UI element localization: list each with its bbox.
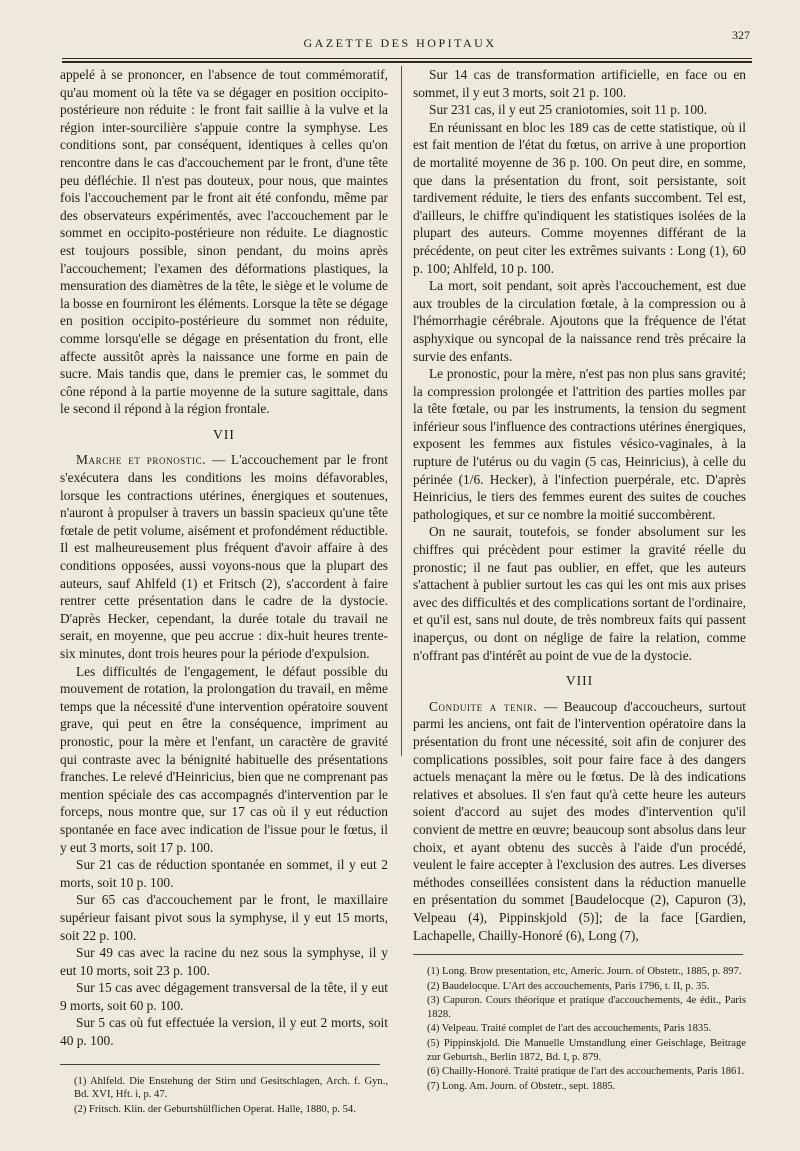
right-column bbox=[413, 66, 746, 1094]
right-footnotes bbox=[413, 965, 746, 1093]
footnote-rule-right bbox=[413, 954, 743, 955]
section-lead-marche: Marche et pronostic. bbox=[76, 452, 207, 468]
right-paragraph-7 bbox=[413, 698, 746, 944]
footnote: (2) Fritsch. Klin. der Geburtshülflichen Operat. Halle, 1880, p. 54. bbox=[74, 1103, 356, 1115]
left-column bbox=[60, 66, 388, 1117]
section-heading-vii: VII bbox=[213, 426, 235, 442]
section-lead-conduite: Conduite a tenir. bbox=[429, 698, 538, 714]
footnote: (5) Pippinskjold. Die Manuelle Umstandlung einer Geischlage, Beitrage zur Geburtsh., Berlin 1872, Bd. I, p. 879. bbox=[427, 1038, 746, 1063]
footnote: (2) Baudelocque. L'Art des accouchements, Paris 1796, t. II, p. 35. bbox=[427, 980, 710, 992]
left-paragraph-1: appelé à se prononcer, en l'absence de tout commémoratif, qu'au moment où la tête va se dégager en position occipito-postérieure non réduite : le front fait saillie à la vulve et la région inter-sourcilière s'appuie contre la symphyse. Les conditions sont, par conséquent, identiques à celles qu'on rencontre dans le cas d'accouchement par le front, d'une tête peu défléchie. Il n'est pas douteux, pour nous, que maintes fois l'accouchement par le front ait été confondu, même par des observateurs expérimentés, avec l'accouchement par le sommet en occipito-postérieure non réduite. Le diagnostic est toujours possible, sinon pendant, du moins après l'accouchement; l'examen des déformations plastiques, la mensuration des diamètres de la tête, le siège et le volume de la bosse en fourniront les éléments. Lorsque la tête se dégage en position occipito-postérieure du sommet non réduite, comme lorsqu'elle se dégage en présentation du front, elle affecte aussitôt après la naissance une forme en pain de sucre. Mais tandis que, dans le premier cas, le sommet du cône répond à la partie moyenne de la suture sagittale, dans le second il répond à la région frontale. bbox=[60, 67, 388, 417]
left-paragraph-8: Sur 5 cas où fut effectuée la version, il y eut 2 morts, soit 40 p. 100. bbox=[60, 1015, 388, 1049]
running-head: GAZETTE DES HOPITAUX bbox=[303, 36, 497, 50]
left-paragraph-6: Sur 49 cas avec la racine du nez sous la symphyse, il y eut 10 morts, soit 23 p. 100. bbox=[60, 945, 388, 978]
right-paragraph-6: On ne saurait, toutefois, se fonder absolument sur les chiffres qui précèdent pour estimer la gravité réelle du pronostic; il ne faut pas oublier, en effet, que les auteurs s'attachent à publier surtout les cas qui les ont mis aux prises avec des difficultés et des complications sortant de l'ordinaire, et qu'il est, sans nul doute, de très nombreux faits qui passent inaperçus, ou dont on néglige de faire la relation, comme n'offrant pas d'intérêt au point de vue de la dystocie. bbox=[413, 524, 746, 663]
left-paragraph-2-body: — L'accouchement par le front s'exécutera dans les conditions les moins défavorables, lorsque les contractions utérines, énergiques et soutenues, n'auront à propulser à travers un bassin spacieux qu'une tête fœtale de petit volume, aisément et profondément réductible. Il est malheureusement plus fréquent d'avoir affaire à des conditions opposées, aussi voyons-nous que la plupart des auteurs, sauf Ahlfeld (1) et Fritsch (2), s'accordent à faire rentrer cette présentation dans le cadre de la dystocie. D'après Hecker, cependant, la durée totale du travail ne serait, en moyenne, que peu accrue : dix-huit heures trente-six minutes, dont trois heures pour la période d'expulsion. bbox=[60, 452, 388, 661]
right-paragraph-4: La mort, soit pendant, soit après l'accouchement, est due aux troubles de la circulation fœtale, à la compression ou à l'hémorrhagie cérébrale. Ajoutons que la fréquence de l'état asphyxique ou syncopal de la naissance rend très précaire la survie des enfants. bbox=[413, 278, 746, 364]
footnote-rule-left bbox=[60, 1064, 380, 1065]
footnote: (1) Ahlfeld. Die Enstehung der Stirn und Gesitschlagen, Arch. f. Gyn., Bd. XVI, Hft. i, p. 47. bbox=[74, 1075, 388, 1101]
footnote: (1) Long. Brow presentation, etc, Americ. Journ. of Obstetr., 1885, p. 897. bbox=[427, 966, 742, 978]
footnote: (4) Velpeau. Traité complet de l'art des accouchements, Paris 1835. bbox=[427, 1023, 712, 1035]
right-paragraph-3: En réunissant en bloc les 189 cas de cette statistique, où il est fait mention de l'état du fœtus, on arrive à une proportion de mortalité moyenne de 36 p. 100. On peut dire, en somme, que dans la présentation du front, soit persistante, soit tardivement réduite, le tiers des enfants succombent. Tel est, d'ailleurs, le chiffre qu'indiquent les statistiques isolées de la plupart des auteurs. Comme moyennes différant de la précédente, on peut citer les extrêmes suivants : Long (1), 60 p. 100; Ahlfeld, 10 p. 100. bbox=[413, 119, 746, 276]
footnote: (3) Capuron. Cours théorique et pratique d'accouchements, 4e édit., Paris 1828. bbox=[427, 995, 746, 1020]
page-number: 327 bbox=[732, 28, 750, 42]
left-paragraph-5: Sur 65 cas d'accouchement par le front, le maxillaire supérieur faisant pivot sous la symphyse, il y eut 15 morts, soit 22 p. 100. bbox=[60, 892, 388, 943]
column-divider bbox=[401, 66, 402, 756]
left-paragraph-4: Sur 21 cas de réduction spontanée en sommet, il y eut 2 morts, soit 10 p. 100. bbox=[60, 857, 388, 890]
right-paragraph-7-body: — Beaucoup d'accoucheurs, surtout parmi les anciens, ont fait de l'intervention opératoire dans la présentation du front une nécessité, soit afin de conjurer des complications possibles, soit pour faire face à des dangers actuels menaçant la mère ou le fœtus. De là des indications relatives et absolues. Il s'en faut qu'à cette heure les auteurs soient d'accord au sujet des modes d'intervention qu'il convient de mettre en œuvre; beaucoup sont absolus dans leur choix, et ayant obtenu des succès à l'aide d'un procédé, veulent le faire accepter à l'exclusion des autres. Les diverses méthodes conseillées consistent dans la réduction manuelle en présentation du sommet [Baudelocque (2), Capuron (3), Velpeau (4), Pippinskjold (5)]; de la face [Gardien, Lachapelle, Chailly-Honoré (6), Long (7), bbox=[413, 698, 746, 943]
left-paragraph-2 bbox=[60, 451, 388, 662]
left-footnotes bbox=[60, 1075, 388, 1117]
right-paragraph-2: Sur 231 cas, il y eut 25 craniotomies, soit 11 p. 100. bbox=[429, 102, 708, 118]
right-paragraph-5: Le pronostic, pour la mère, n'est pas non plus sans gravité; la compression prolongée et l'attrition des parties molles par la tête fœtale, ou par les instruments, la tension du segment inférieur sous l'influence des contractions utérines énergiques, exposent les femmes aux fistules vésico-vaginales, à la rupture de l'utérus ou du vagin (5 cas, Heinricius), à celle du périnée (1/6. Hecker), à l'infection puerpérale, etc. D'après Heinricius, le tiers des femmes eurent des suites de couches pathologiques, et sur ce nombre la moitié succombèrent. bbox=[413, 366, 746, 522]
right-paragraph-1: Sur 14 cas de transformation artificielle, en face ou en sommet, il y eut 3 morts, soit 21 p. 100. bbox=[413, 67, 746, 100]
footnote: (7) Long. Am. Journ. of Obstetr., sept. 1885. bbox=[427, 1080, 616, 1092]
left-paragraph-3: Les difficultés de l'engagement, le défaut possible du mouvement de rotation, la prolongation du travail, en même temps que la nécessité d'une intervention opératoire souvent grave, qui peut en être la conséquence, impriment au pronostic, pour la mère et l'enfant, un caractère de gravité qui contraste avec la bénignité habituelle des présentations franches. Le relevé d'Heinricius, bien que ne comprenant pas mention spéciale des cas accompagnés d'intervention par le forceps, nous montre que, sur 17 cas où il y eut réduction spontanée en face avec indication de l'issue pour le fœtus, il y eut 3 morts, soit 17 p. 100. bbox=[60, 663, 388, 855]
section-heading-viii: VIII bbox=[565, 673, 594, 689]
footnote: (6) Chailly-Honoré. Traité pratique de l'art des accouchements, Paris 1861. bbox=[427, 1066, 745, 1078]
header-rule bbox=[62, 58, 752, 63]
left-paragraph-7: Sur 15 cas avec dégagement transversal de la tête, il y eut 9 morts, soit 60 p. 100. bbox=[60, 980, 388, 1013]
